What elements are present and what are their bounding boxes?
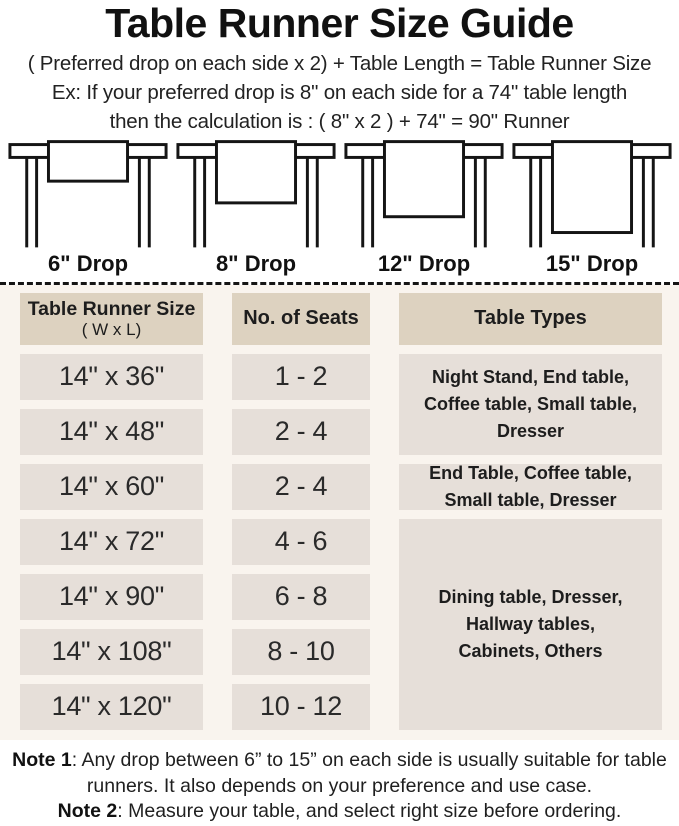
drop-label-6: 6" Drop [47, 250, 129, 276]
example-line-2: then the calculation is : ( 8" x 2 ) + 74" = 90" Runner [109, 109, 570, 133]
size-table-section [0, 285, 679, 740]
drop-label-12: 12" Drop [377, 250, 471, 276]
runner-size-cell: 14" x 108" [20, 629, 203, 675]
table-runner-drawing-6-inch-icon [4, 136, 172, 250]
seats-cell: 8 - 10 [232, 629, 370, 675]
table-types-group-text: Night Stand, End table, Coffee table, Small table, Dresser [423, 366, 638, 441]
seats-cell: 2 - 4 [232, 409, 370, 455]
runner-size-cell: 14" x 120" [20, 684, 203, 730]
table-runner-drawing-15-inch-icon [508, 136, 676, 250]
example-line-1: Ex: If your preferred drop is 8" on each side for a 74" table length [51, 80, 628, 104]
table-runner-drawing-12-inch-icon [340, 136, 508, 250]
column-header-runner-size-title: Table Runner Size [27, 297, 196, 320]
table-types-group-text: Dining table, Dresser, Hallway tables, Cabinets, Others [438, 586, 623, 661]
table-types-group-cell [399, 354, 662, 455]
guide-header [0, 0, 679, 134]
size-formula: ( Preferred drop on each side x 2) + Table Length = Table Runner Size [27, 51, 652, 75]
runner-size-cell: 14" x 72" [20, 519, 203, 565]
seats-cell: 10 - 12 [232, 684, 370, 730]
drop-illustrations [0, 134, 679, 277]
table-runner-drawing-8-inch-icon [172, 136, 340, 250]
column-header-table-types: Table Types [399, 293, 662, 345]
runner-size-cell: 14" x 48" [20, 409, 203, 455]
figure-6-inch-drop [4, 136, 172, 277]
drop-label-15: 15" Drop [545, 250, 639, 276]
size-table [20, 293, 679, 730]
runner-size-cell: 14" x 90" [20, 574, 203, 620]
note-2-text: : Measure your table, and select right size before ordering. [117, 800, 622, 823]
column-header-seats: No. of Seats [232, 293, 370, 345]
figure-12-inch-drop [340, 136, 508, 277]
table-types-group-cell [399, 519, 662, 730]
table-types-group-text: End Table, Coffee table, Small table, Dresser [429, 462, 632, 510]
footer-notes [0, 740, 679, 825]
drop-label-8: 8" Drop [215, 250, 297, 276]
column-header-runner-size [20, 293, 203, 345]
seats-cell: 6 - 8 [232, 574, 370, 620]
note-2 [7, 799, 673, 825]
column-header-runner-size-subtitle: ( W x L) [81, 320, 142, 340]
figure-8-inch-drop [172, 136, 340, 277]
seats-cell: 1 - 2 [232, 354, 370, 400]
figure-15-inch-drop [508, 136, 676, 277]
runner-size-cell: 14" x 60" [20, 464, 203, 510]
note-1-text: : Any drop between 6” to 15” on each side is usually suitable for table runners. It also depends on your preference and use case. [71, 748, 667, 797]
note-1 [7, 748, 673, 799]
seats-cell: 4 - 6 [232, 519, 370, 565]
table-types-group-cell [399, 464, 662, 510]
runner-size-cell: 14" x 36" [20, 354, 203, 400]
page-title: Table Runner Size Guide [105, 0, 574, 46]
note-1-label: Note 1 [12, 748, 72, 771]
note-2-label: Note 2 [57, 800, 118, 823]
seats-cell: 2 - 4 [232, 464, 370, 510]
